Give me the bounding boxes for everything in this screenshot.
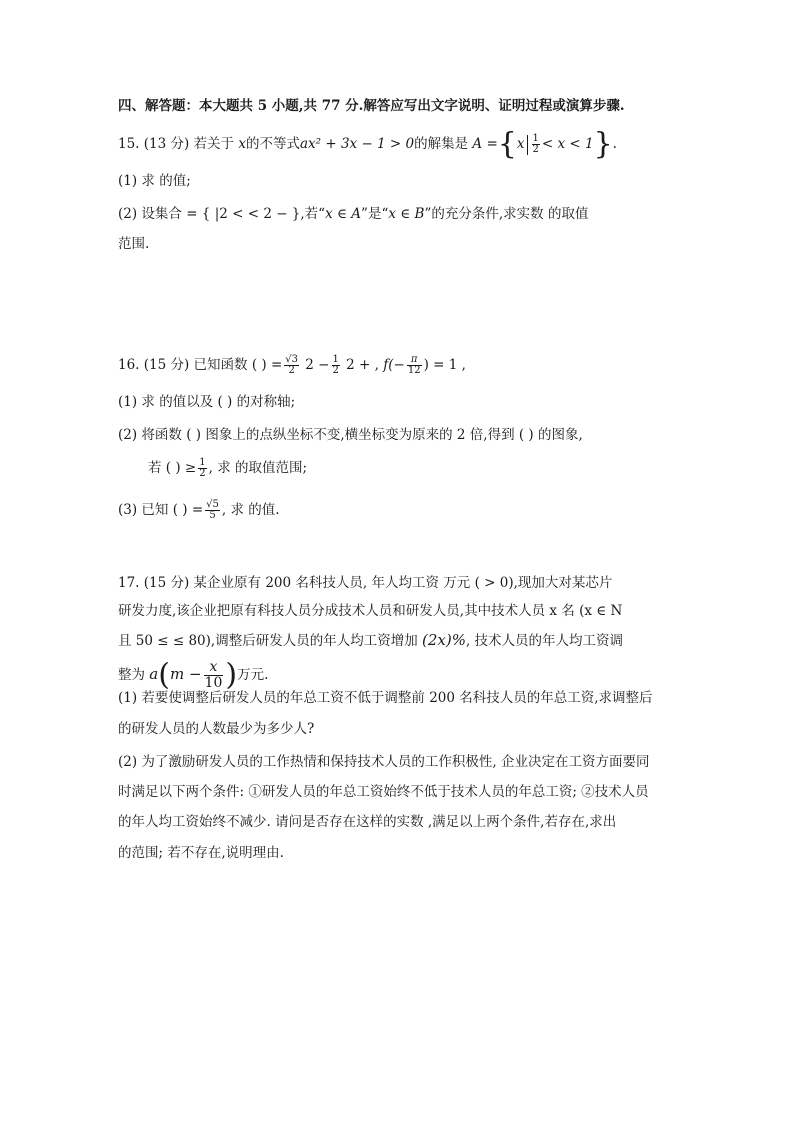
q16-part1: (1) 求 的值以及 ( ) 的对称轴; bbox=[118, 394, 296, 410]
q16-part2b-num: 1 bbox=[199, 457, 206, 468]
q15-mid2: 的解集是 bbox=[414, 136, 469, 152]
q15-frac-num: 1 bbox=[532, 133, 539, 144]
q16-a: 16. (15 分) 已知函数 ( ) = bbox=[118, 357, 283, 373]
q16-sqrt3: √3 bbox=[285, 354, 299, 365]
q15-part2-cont: 范围. bbox=[118, 236, 150, 252]
q15-part2 bbox=[118, 204, 588, 224]
q15-frac-den: 2 bbox=[532, 144, 539, 155]
q17-part2-d: 的范围; 若不存在,说明理由. bbox=[118, 845, 284, 861]
q15-mid: 的不等式 bbox=[245, 136, 300, 152]
q16-part2b-a: 若 ( ) ≥ bbox=[148, 460, 197, 476]
q17-part1-a: (1) 若要使调整后研发人员的年总工资不低于调整前 200 名科技人员的年总工资,求调整后 bbox=[118, 690, 653, 706]
q16-den2b: 2 bbox=[332, 365, 339, 376]
q15-set-bar bbox=[527, 135, 528, 155]
q16-part2b bbox=[148, 458, 307, 479]
q17-line4-den: 10 bbox=[204, 675, 223, 691]
q15-statement bbox=[118, 126, 617, 162]
q17-line4-m: m − bbox=[169, 665, 202, 683]
q16-part2b-frac bbox=[198, 458, 206, 479]
q15-part2-c: ”的充分条件,求实数 的取值 bbox=[424, 206, 589, 222]
q17-line3-b: (2x)% bbox=[422, 631, 466, 649]
q16-den2: 2 bbox=[288, 365, 295, 376]
q16-sqrt5: √5 bbox=[206, 499, 219, 510]
q16-part3-frac bbox=[205, 500, 220, 521]
q17-line3-c: , 技术人员的年人均工资调 bbox=[465, 633, 624, 649]
q15-inequality: ax² + 3x − 1 > 0 bbox=[299, 136, 415, 152]
q15-part2-xa: x ∈ A bbox=[325, 206, 362, 222]
q17-line4 bbox=[118, 657, 269, 693]
q16-part3-a: (3) 已知 ( ) = bbox=[118, 502, 204, 518]
q16-part2b-c: , 求 的取值范围; bbox=[208, 460, 308, 476]
q17-line4-end: 万元. bbox=[237, 667, 269, 683]
q17-left-paren: ( bbox=[158, 657, 170, 693]
q15-right-brace: } bbox=[593, 126, 613, 162]
q15-set-lhs: A = bbox=[472, 136, 498, 152]
q16-frac-half bbox=[332, 355, 340, 376]
section-header: 四、解答题：本大题共 5 小题,共 77 分.解答应写出文字说明、证明过程或演算步骤. bbox=[118, 98, 625, 114]
q15-end: . bbox=[612, 136, 617, 152]
q15-prefix: 15. (13 分) 若关于 bbox=[118, 136, 235, 152]
q16-twelve: 12 bbox=[407, 365, 421, 376]
q15-part1: (1) 求 的值; bbox=[118, 173, 191, 189]
q17-line2: 研发力度,该企业把原有科技人员分成技术人员和研发人员,其中技术人员 x 名 (x ∈ N bbox=[118, 603, 623, 619]
q16-part2b-den: 2 bbox=[199, 468, 206, 479]
q16-den5: 5 bbox=[209, 510, 216, 521]
q17-line3-a: 且 50 ≤ ≤ 80),调整后研发人员的年人均工资增加 bbox=[118, 633, 418, 649]
q17-right-paren: ) bbox=[225, 657, 238, 693]
q16-mid: 2 − bbox=[301, 357, 330, 373]
q17-part2-b: 时满足以下两个条件: ①研发人员的年总工资始终不低于技术人员的年总工资; ②技术人员 bbox=[118, 784, 649, 800]
q17-line3 bbox=[118, 630, 623, 651]
q17-line1: 17. (15 分) 某企业原有 200 名科技人员, 年人均工资 万元 ( > 0),现加大对某芯片 bbox=[118, 575, 613, 591]
q15-var: x bbox=[238, 136, 246, 152]
q15-part2-a: (2) 设集合 = { |2 < < 2 − },若“ bbox=[118, 206, 326, 222]
q17-part1-b: 的研发人员的人数最少为多少人? bbox=[118, 721, 315, 737]
q16-statement bbox=[118, 355, 466, 376]
q15-left-brace: { bbox=[497, 126, 517, 162]
q15-part2-xb: x ∈ B bbox=[388, 206, 425, 222]
q17-line4-var: a bbox=[149, 665, 159, 683]
q16-part2: (2) 将函数 ( ) 图象上的点纵坐标不变,横坐标变为原来的 2 倍,得到 ( ) 的图象, bbox=[118, 427, 583, 443]
q15-set-fraction bbox=[532, 134, 540, 155]
q16-part3 bbox=[118, 500, 280, 521]
q15-set-x: x bbox=[516, 136, 525, 152]
q15-set-rest: < x < 1 bbox=[541, 136, 594, 152]
q16-frac-sqrt3 bbox=[284, 355, 299, 376]
q17-part2-a: (2) 为了激励研发人员的工作热情和保持技术人员的工作积极性, 企业决定在工资方面要同 bbox=[118, 754, 650, 770]
q17-line4-a: 整为 bbox=[118, 667, 145, 683]
q15-part2-b: ”是“ bbox=[361, 206, 389, 222]
q16-one: 1 bbox=[332, 354, 339, 365]
q16-part3-c: , 求 的值. bbox=[221, 502, 280, 518]
q16-f-expr: f(− bbox=[383, 357, 405, 373]
q16-f-end: ) = 1 , bbox=[423, 357, 466, 373]
q16-pi: π bbox=[407, 355, 422, 366]
q17-part2-c: 的年人均工资始终不减少. 请问是否存在这样的实数 ,满足以上两个条件,若存在,求出 bbox=[118, 814, 617, 830]
q16-mid2: 2 + , bbox=[341, 357, 379, 373]
q17-line4-frac bbox=[204, 660, 224, 691]
q16-frac-pi bbox=[407, 355, 422, 376]
q17-line4-num: x bbox=[204, 660, 224, 676]
